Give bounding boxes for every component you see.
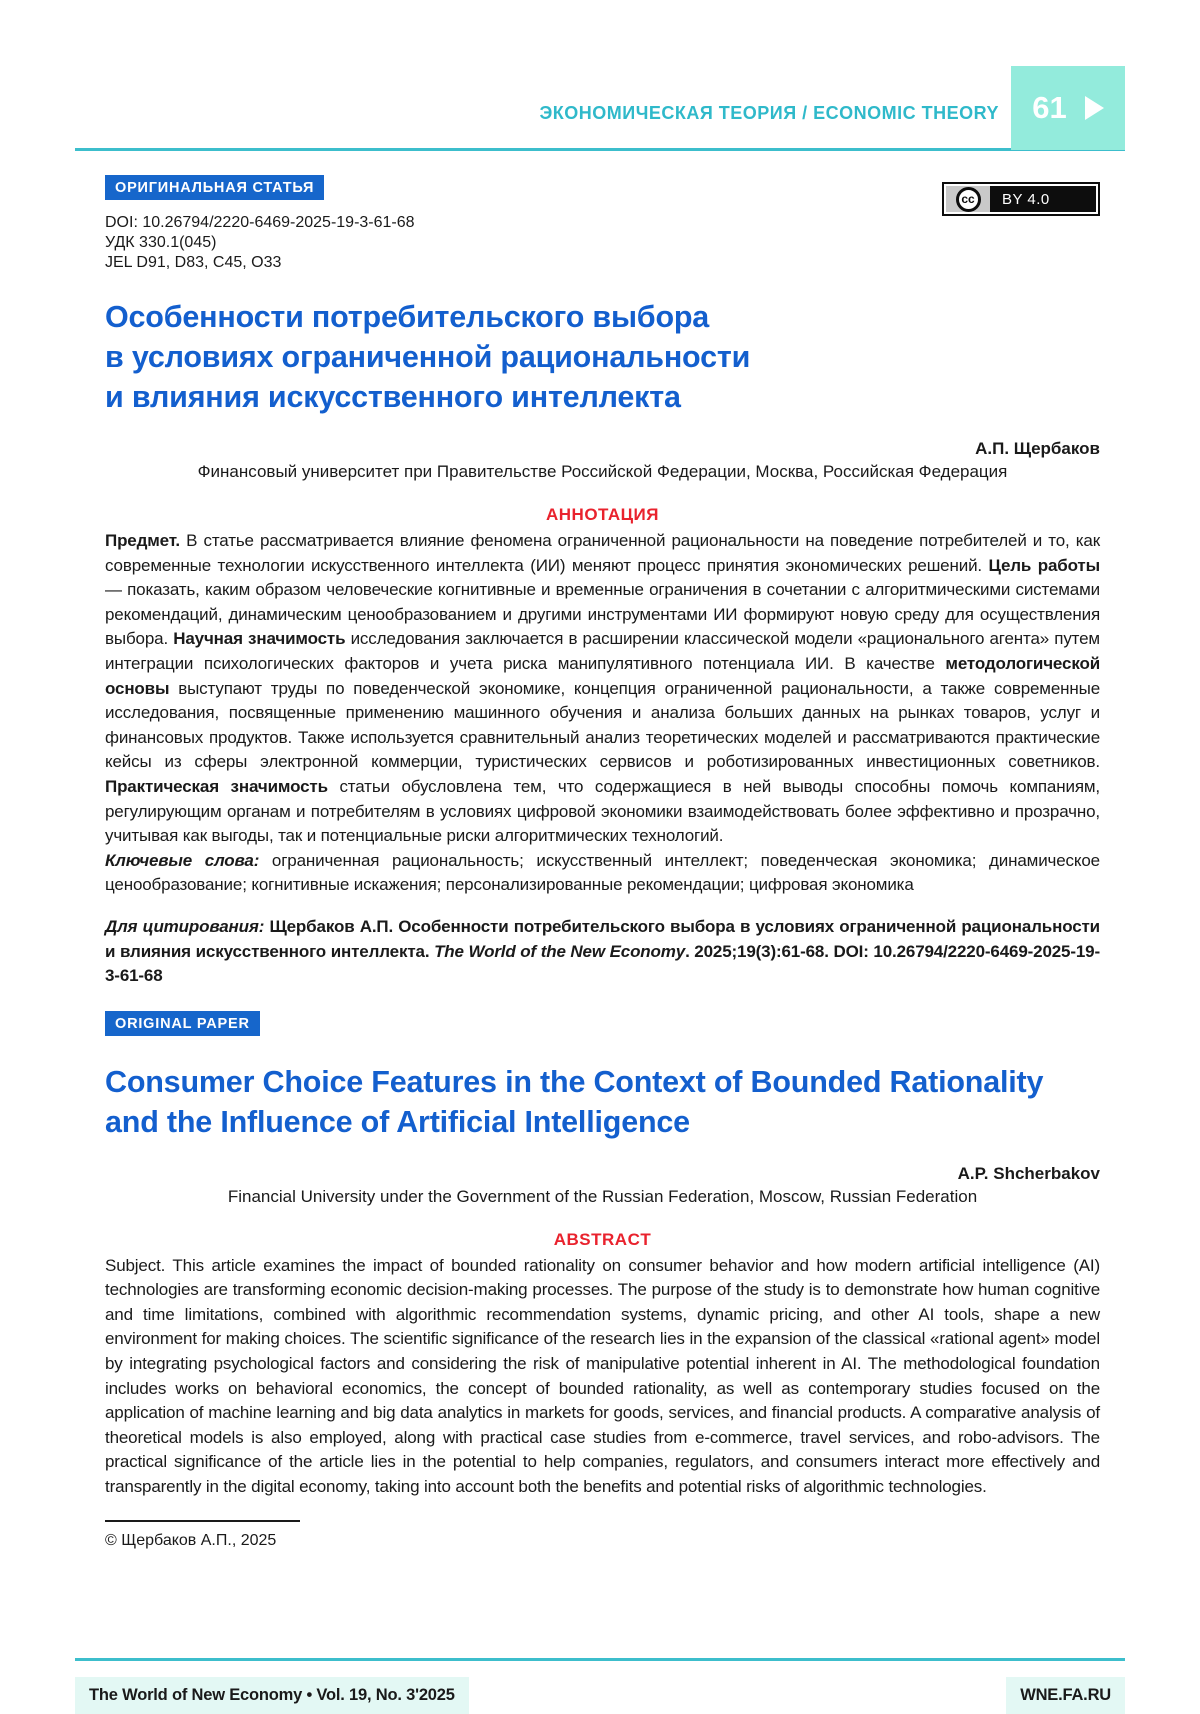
copyright-divider [105, 1520, 300, 1522]
arrow-right-icon [1085, 96, 1104, 120]
abstract-ru: Предмет. В статье рассматривается влияние феномена ограниченной рациональности на поведение потребителей и то, как современные технологии искусственного интеллекта (ИИ) меняют процесс принятия экономических решений. Цель работы — показать, каким образом человеческие когнитивные и временные ограничения в сочетании с алгоритмическими системами рекомендаций, динамическим ценообразованием и другими инструментами ИИ формируют новую среду для осуществления выбора. Научная значимость исследования заключается в расширении классической модели «рационального агента» путем интеграции психологических факторов и учета риска манипулятивного потенциала ИИ. В качестве методологической основы выступают труды по поведенческой экономике, концепция ограниченной рациональности, а также современные исследования, посвященные применению машинного обучения и анализа больших данных на рынках товаров, услуг и финансовых продуктов. Также используется сравнительный анализ теоретических моделей и рассматриваются практические кейсы из сферы электронной коммерции, туристических сервисов и роботизированных инвестиционных советников. Практическая значимость статьи обусловлена тем, что содержащиеся в ней выводы способны помочь компаниям, регулирующим органам и потребителям в условиях цифровой экономики взаимодействовать более эффективно и прозрачно, учитывая как выгоды, так и потенциальные риски алгоритмических технологий. [105, 531, 1100, 846]
abstract-en: Subject. This article examines the impact of bounded rationality on consumer behavior and how modern artificial intelligence (AI) technologies are transforming economic decision-making processes. The purpose of the study is to demonstrate how human cognitive and time limitations, combined with algorithmic recommendation systems, dynamic pricing, and other AI tools, shape a new environment for making choices. The scientific significance of the research lies in the expansion of the classical «rational agent» model by integrating psychological factors and considering the risk of manipulative potential inherent in AI. The methodological foundation includes works on behavioral economics, the concept of bounded rationality, as well as contemporary studies focused on the application of machine learning and big data analytics in markets for goods, services, and financial products. A comparative analysis of theoretical models is also employed, along with practical case studies from e-commerce, travel services, and robo-advisors. The practical significance of the article lies in the potential to help companies, regulators, and consumers interact more effectively and transparently in the digital economy, taking into account both the benefits and potential risks of algorithmic technologies. [105, 1255, 1100, 1497]
article-type-badge-en: ORIGINAL PAPER [105, 1011, 260, 1036]
copyright-block [105, 1520, 1100, 1550]
page-header [0, 0, 1200, 151]
article-content [0, 151, 1200, 1550]
udk-line: УДК 330.1(045) [105, 234, 217, 251]
doi-line: DOI: 10.26794/2220-6469-2025-19-3-61-68 [105, 214, 415, 231]
cc-logo-panel [946, 186, 990, 212]
article-meta [105, 175, 1100, 273]
abstract-heading-ru: АННОТАЦИЯ [546, 505, 659, 524]
article-title-en: Consumer Choice Features in the Context of Bounded Rationality and the Influence of Artificial Intelligence [105, 1064, 1044, 1139]
article-type-badge-ru: ОРИГИНАЛЬНАЯ СТАТЬЯ [105, 175, 324, 200]
journal-website-link[interactable]: WNE.FA.RU [1006, 1677, 1125, 1714]
abstract-heading-en: ABSTRACT [553, 1229, 652, 1249]
section-title: ЭКОНОМИЧЕСКАЯ ТЕОРИЯ / ECONOMIC THEORY [539, 103, 999, 123]
page-number: 61 [1032, 90, 1067, 125]
citation-ru: Для цитирования: Щербаков А.П. Особенности потребительского выбора в условиях ограниченной рациональности и влияния искусственного интеллекта. The World of the New Economy. 2025;19(3):61-68. DOI: 10.26794/2220-6469-2025-19-3-61-68 [105, 916, 1100, 986]
affiliation-ru: Финансовый университет при Правительстве Российской Федерации, Москва, Российская Федерация [197, 462, 1008, 481]
author-ru: А.П. Щербаков [975, 439, 1100, 458]
copyright-text: © Щербаков А.П., 2025 [105, 1531, 277, 1549]
cc-license-badge[interactable] [942, 182, 1100, 216]
author-en: A.P. Shcherbakov [957, 1163, 1100, 1183]
keywords-ru: Ключевые слова: ограниченная рациональность; искусственный интеллект; поведенческая экономика; динамическое ценообразование; когнитивные искажения; персонализированные рекомендации; цифровая экономика [105, 850, 1100, 895]
journal-volume-label: The World of New Economy • Vol. 19, No. 3'2025 [75, 1677, 469, 1714]
page-number-box [1011, 66, 1125, 150]
jel-line: JEL D91, D83, C45, O33 [105, 254, 282, 271]
page-footer [0, 1658, 1200, 1714]
affiliation-en: Financial University under the Government of the Russian Federation, Moscow, Russian Federation [227, 1186, 978, 1206]
cc-icon: cc [956, 187, 981, 212]
article-title-ru: Особенности потребительского выбора в условиях ограниченной рациональности и влияния искусственного интеллекта [105, 300, 751, 414]
cc-license-label: BY 4.0 [990, 186, 1096, 212]
